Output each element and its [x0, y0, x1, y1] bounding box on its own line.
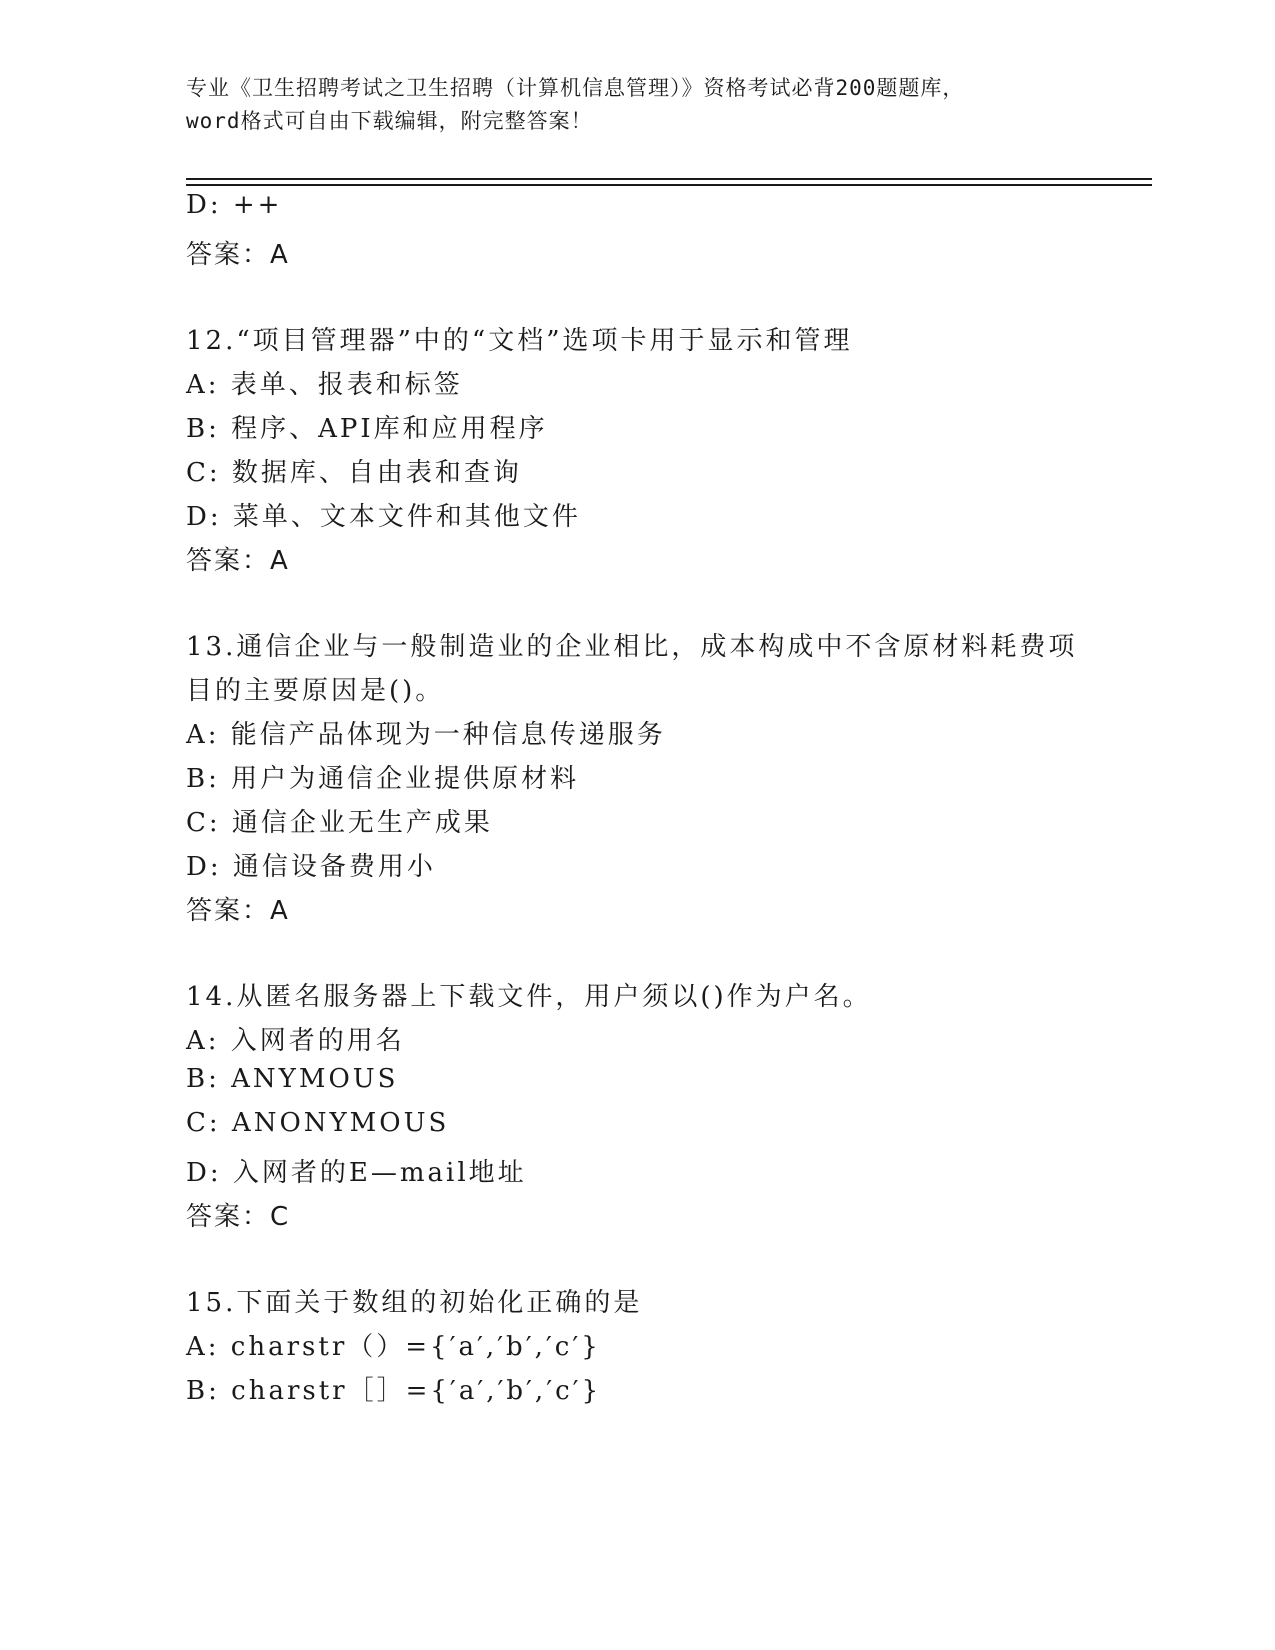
header-line-2: word格式可自由下载编辑，附完整答案！: [186, 109, 593, 133]
q13-option-d: D: 通信设备费用小: [186, 852, 436, 882]
q14-option-c: C: ANONYMOUS: [186, 1108, 450, 1138]
header-divider-bottom: [186, 184, 1152, 186]
q13-stem-line-1: 13.通信企业与一般制造业的企业相比，成本构成中不含原材料耗费项: [186, 632, 1078, 662]
q12-answer: 答案：A: [186, 546, 290, 576]
q14-option-b: B: ANYMOUS: [186, 1064, 399, 1094]
q13-option-c: C: 通信企业无生产成果: [186, 808, 493, 838]
q12-option-a: A: 表单、报表和标签: [186, 370, 463, 400]
q11-option-d: D: ++: [186, 190, 283, 220]
q14-option-d: D: 入网者的E—mail地址: [186, 1158, 527, 1188]
q11-answer: 答案：A: [186, 240, 290, 270]
q14-option-a: A: 入网者的用名: [186, 1026, 405, 1056]
q12-option-b: B: 程序、API库和应用程序: [186, 414, 548, 444]
q13-option-b: B: 用户为通信企业提供原材料: [186, 764, 580, 794]
header-line-1: 专业《卫生招聘考试之卫生招聘（计算机信息管理）》资格考试必背200题题库，: [186, 76, 965, 100]
q12-option-c: C: 数据库、自由表和查询: [186, 458, 522, 488]
q13-option-a: A: 能信产品体现为一种信息传递服务: [186, 720, 666, 750]
q13-stem-line-2: 目的主要原因是()。: [186, 676, 445, 706]
q15-option-b: B: charstr［］={′a′,′b′,′c′}: [186, 1376, 602, 1406]
q15-stem: 15.下面关于数组的初始化正确的是: [186, 1288, 643, 1318]
q13-answer: 答案：A: [186, 896, 290, 926]
q14-answer: 答案：C: [186, 1202, 291, 1232]
header-divider-top: [186, 178, 1152, 180]
q12-option-d: D: 菜单、文本文件和其他文件: [186, 502, 581, 532]
q15-option-a: A: charstr（）={′a′,′b′,′c′}: [186, 1332, 601, 1362]
document-header: [186, 72, 1086, 138]
q14-stem: 14.从匿名服务器上下载文件，用户须以()作为户名。: [186, 982, 872, 1012]
q12-stem: 12.“项目管理器”中的“文档”选项卡用于显示和管理: [186, 326, 853, 356]
